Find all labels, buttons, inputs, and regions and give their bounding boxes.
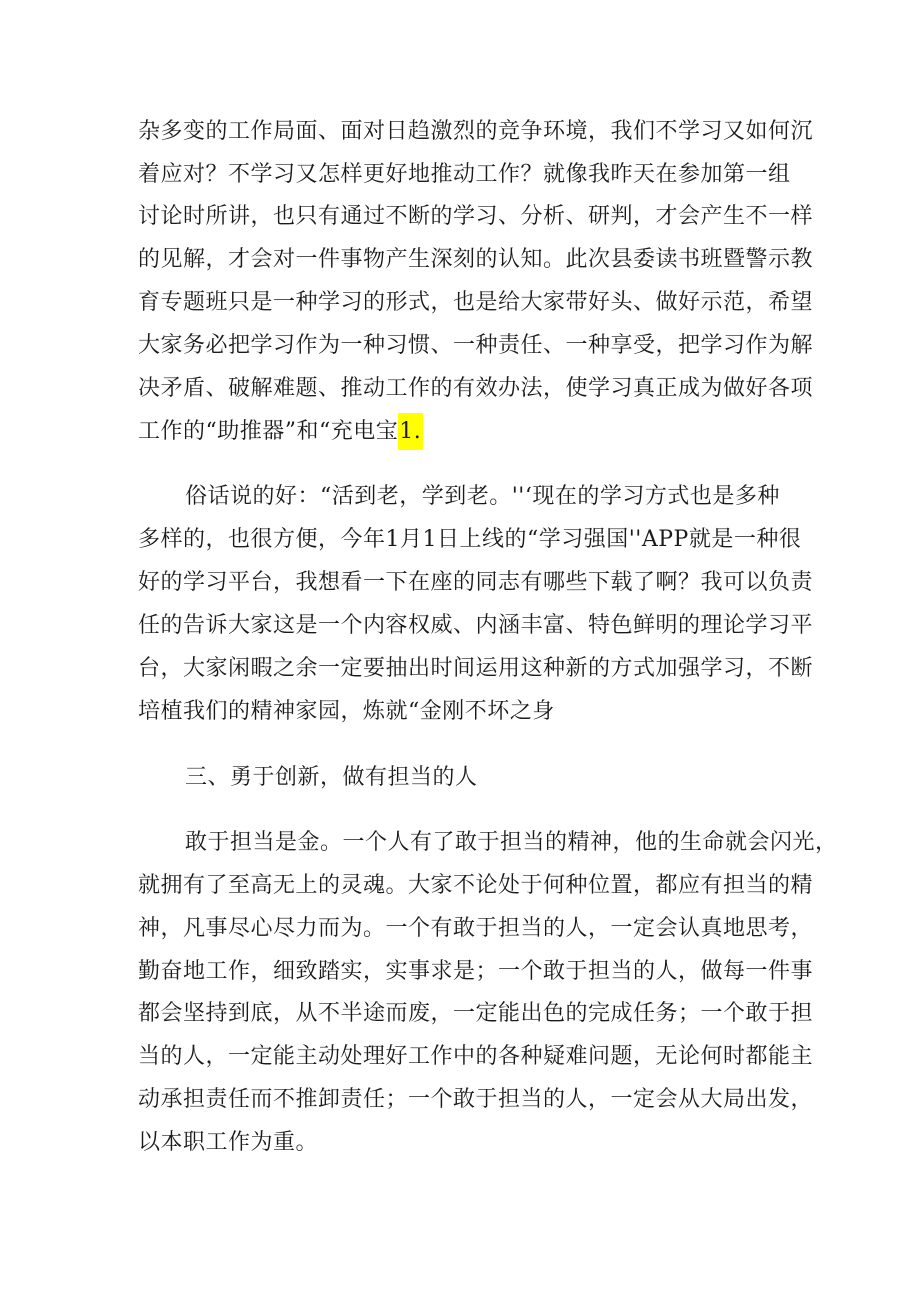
paragraph-line: 任的告诉大家这是一个内容权威、内涵丰富、特色鲜明的理论学习平 [138,613,814,638]
paragraph-line: 大家务必把学习作为一种习惯、一种责任、一种享受，把学习作为解 [138,333,814,358]
paragraph-line: 好的学习平台，我想看一下在座的同志有哪些下载了啊？我可以负责 [138,570,814,595]
paragraph-line: 台，大家闲暇之余一定要抽出时间运用这种新的方式加强学习，不断 [138,656,814,681]
paragraph-line: 动承担责任而不推卸责任；一个敢于担当的人，一定会从大局出发， [138,1087,814,1112]
paragraph-line [138,417,423,447]
highlighted-text: 1. [398,413,423,450]
paragraph-line: 勤奋地工作，细致踏实，实事求是；一个敢于担当的人，做每一件事 [138,959,814,984]
paragraph-line: 决矛盾、破解难题、推动工作的有效办法，使学习真正成为做好各项 [138,376,814,401]
paragraph-line: 讨论时所讲，也只有通过不断的学习、分析、研判，才会产生不一样 [138,204,814,229]
paragraph-line: 神，凡事尽心尽力而为。一个有敢于担当的人，一定会认真地思考， [138,916,814,941]
paragraph-line: 当的人，一定能主动处理好工作中的各种疑难问题，无论何时都能主 [138,1044,814,1069]
paragraph-line: 以本职工作为重。 [138,1130,319,1155]
paragraph-line: 杂多变的工作局面、面对日趋激烈的竞争环境，我们不学习又如何沉 [138,119,814,144]
paragraph-line: 敢于担当是金。一个人有了敢于担当的精神，他的生命就会闪光， [185,830,838,855]
section-heading: 三、勇于创新，做有担当的人 [185,765,478,790]
paragraph-line: 育专题班只是一种学习的形式，也是给大家带好头、做好示范，希望 [138,290,814,315]
paragraph-line: 多样的，也很方便，今年1月1日上线的“学习强国''APP就是一种很 [138,527,802,552]
paragraph-line: 着应对？不学习又怎样更好地推动工作？就像我昨天在参加第一组 [138,162,791,187]
paragraph-line: 就拥有了至高无上的灵魂。大家不论处于何种位置，都应有担当的精 [138,873,814,898]
paragraph-line: 俗话说的好：“活到老，学到老。''‘现在的学习方式也是多种 [185,484,780,509]
paragraph-line: 的见解，才会对一件事物产生深刻的认知。此次县委读书班暨警示教 [138,247,814,272]
paragraph-line-text: 工作的“助推器”和“充电宝 [138,419,399,444]
paragraph-line: 培植我们的精神家园，炼就“金刚不坏之身 [138,699,555,724]
paragraph-line: 都会坚持到底，从不半途而废，一定能出色的完成任务；一个敢于担 [138,1001,814,1026]
